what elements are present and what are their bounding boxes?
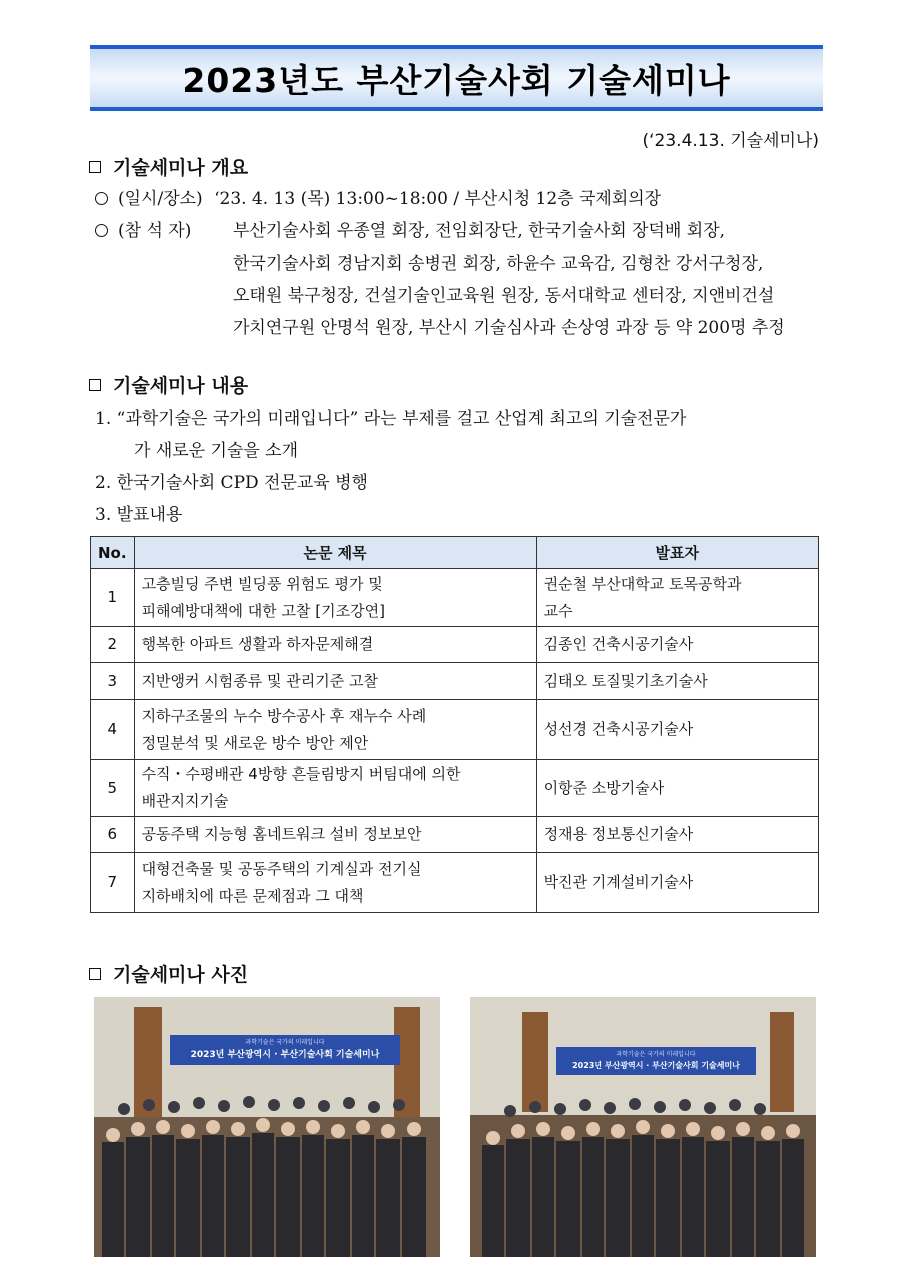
- banner-subtitle: 과학기술은 국가의 미래입니다: [616, 1051, 696, 1058]
- seminar-photo-left: [94, 997, 440, 1257]
- table-row: 7 대형건축물 및 공동주택의 기계실과 전기실 지하배치에 따른 문제점과 그 대책 박진관 기계설비기술사: [91, 853, 819, 913]
- contents-item-1: 1. “과학기술은 국가의 미래입니다” 라는 부제를 걸고 산업계 최고의 기술전문가: [95, 409, 687, 429]
- overview-heading: 기술세미나 개요: [89, 153, 248, 180]
- table-row: 3 지반앵커 시험종류 및 관리기준 고찰 김태오 토질및기초기술사: [91, 663, 819, 700]
- checkbox-square-icon: [89, 379, 101, 391]
- table-header-row: [91, 537, 819, 569]
- banner-subtitle: 과학기술은 국가의 미래입니다: [245, 1039, 325, 1046]
- attendees-line-1: 부산기술사회 우종열 회장, 전임회장단, 한국기술사회 장덕배 회장,: [233, 221, 726, 241]
- title-banner: [90, 45, 823, 111]
- attendees-label-line: (참 석 자): [95, 216, 191, 241]
- contents-heading: 기술세미나 내용: [89, 371, 248, 398]
- table-row: 2 행복한 아파트 생활과 하자문제해결 김종인 건축시공기술사: [91, 627, 819, 663]
- contents-item-1-cont: 가 새로운 기술을 소개: [134, 441, 299, 461]
- presentation-table: [90, 536, 819, 913]
- schedule-line: (일시/장소) ‘23. 4. 13 (목) 13:00~18:00 / 부산시청 12층 국제회의장: [95, 184, 661, 209]
- date-note: (‘23.4.13. 기술세미나): [642, 131, 819, 151]
- banner-title: 2023년 부산광역시 · 부산기술사회 기술세미나: [572, 1061, 740, 1070]
- attendees-line-4: 가치연구원 안명석 원장, 부산시 기술심사과 손상영 과장 등 약 200명 추정: [233, 318, 785, 338]
- table-row: 6 공동주택 지능형 홈네트워크 설비 정보보안 정재용 정보통신기술사: [91, 817, 819, 853]
- checkbox-square-icon: [89, 161, 101, 173]
- photos-heading: 기술세미나 사진: [89, 960, 248, 987]
- col-header-title: 논문 제목: [134, 537, 536, 569]
- circle-bullet-icon: [95, 224, 108, 237]
- table-row: 4 지하구조물의 누수 방수공사 후 재누수 사례 정밀분석 및 새로운 방수 방안 제안 성선경 건축시공기술사: [91, 700, 819, 760]
- banner-title: 2023년 부산광역시 · 부산기술사회 기술세미나: [190, 1050, 380, 1060]
- contents-item-2: 2. 한국기술사회 CPD 전문교육 병행: [95, 473, 368, 493]
- col-header-presenter: 발표자: [536, 537, 818, 569]
- contents-item-3: 3. 발표내용: [95, 505, 183, 525]
- col-header-no: No.: [91, 537, 135, 569]
- checkbox-square-icon: [89, 968, 101, 980]
- document-title: 2023년도 부산기술사회 기술세미나: [182, 60, 731, 100]
- table-row: 1 고층빌딩 주변 빌딩풍 위험도 평가 및 피해예방대책에 대한 고찰 [기조강연] 권순철 부산대학교 토목공학과 교수: [91, 569, 819, 627]
- circle-bullet-icon: [95, 192, 108, 205]
- attendees-line-2: 한국기술사회 경남지회 송병권 회장, 하윤수 교육감, 김형찬 강서구청장,: [233, 254, 764, 274]
- table-row: 5 수직・수평배관 4방향 흔들림방지 버팀대에 의한 배관지지기술 이항준 소방기술사: [91, 760, 819, 817]
- seminar-photo-right: [470, 997, 816, 1257]
- attendees-line-3: 오태원 북구청장, 건설기술인교육원 원장, 동서대학교 센터장, 지앤비건설: [233, 286, 775, 306]
